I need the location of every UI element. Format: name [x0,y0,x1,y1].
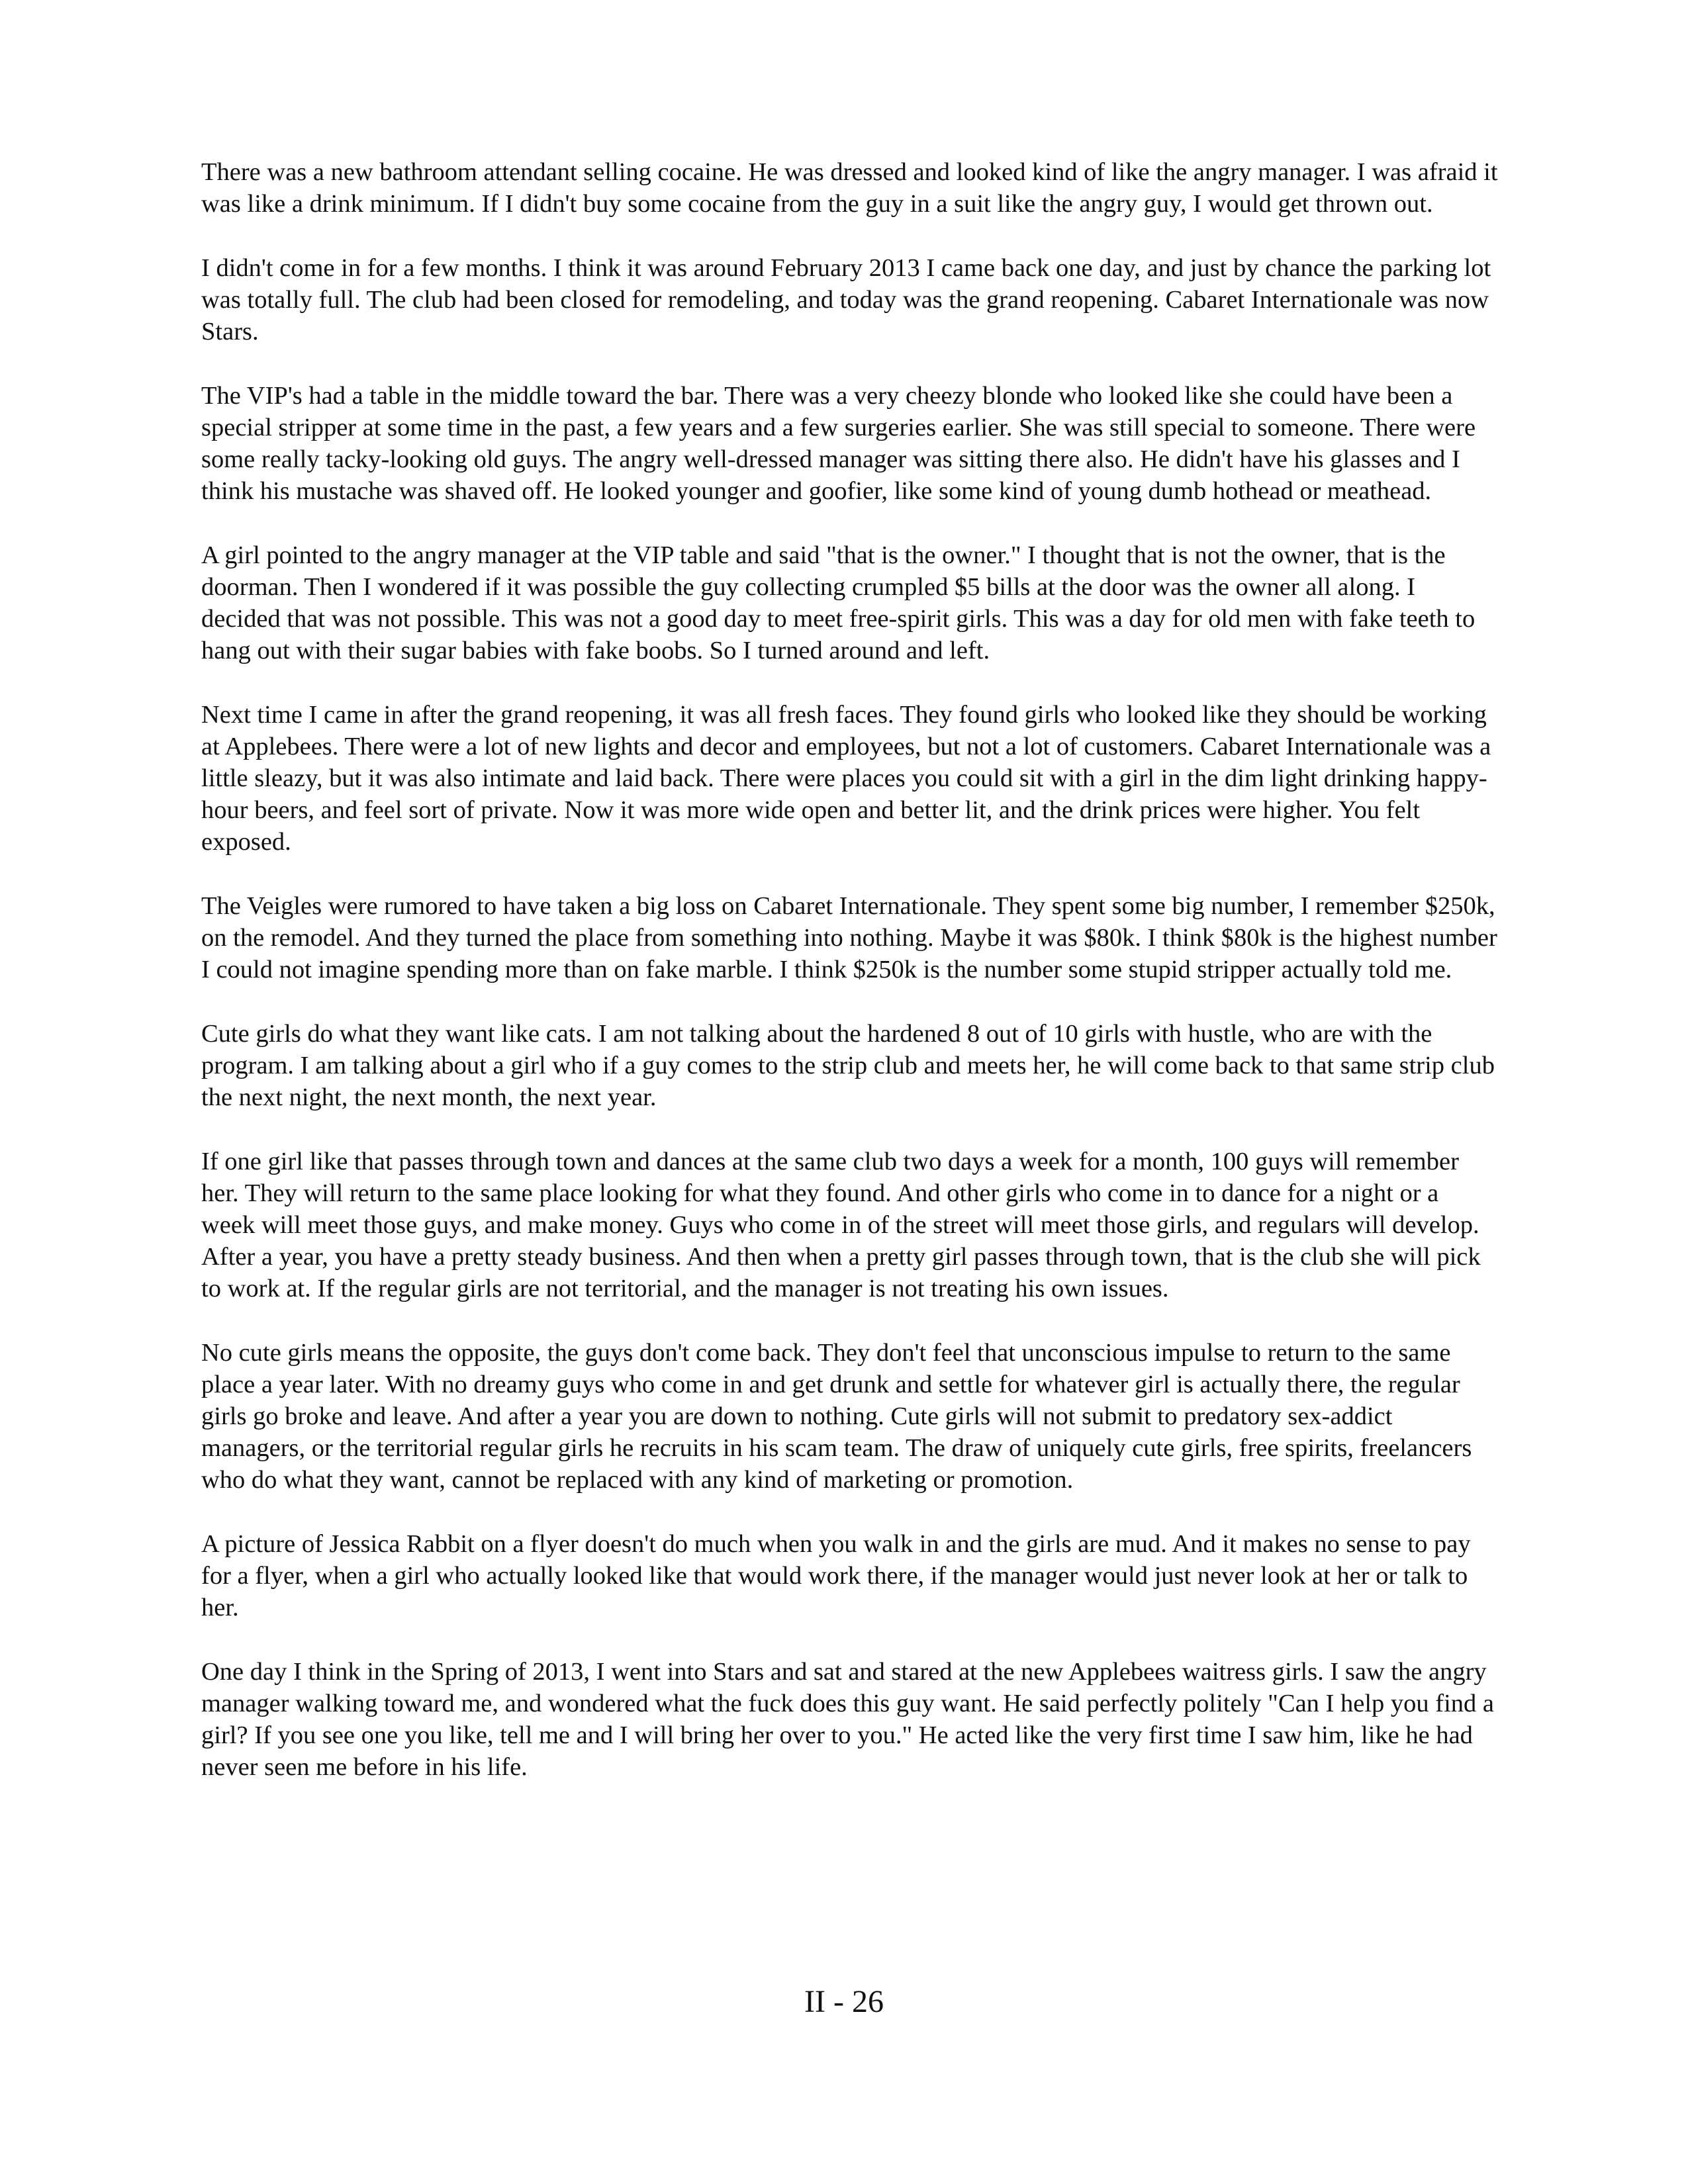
paragraph-7: Cute girls do what they want like cats. I am not talking about the hardened 8 out of 10 girls with hustle, who are with the program. I am talking about a girl who if a guy comes to the strip club and meets her, he will come back to that same strip club the next night, the next month, the next year. [201,1020,1495,1111]
paragraph-6: The Veigles were rumored to have taken a big loss on Cabaret Internationale. They spent some big number, I remember $250k, on the remodel. And they turned the place from something into nothing. Maybe it was $80k. I think $80k is the highest number I could not imagine spending more than on fake marble. I think $250k is the number some stupid stripper actually told me. [201,892,1497,983]
paragraph-3: The VIP's had a table in the middle toward the bar. There was a very cheezy blonde who looked like she could have been a special stripper at some time in the past, a few years and a few surgeries earlier. She was still special to someone. There were some really tacky-looking old guys. The angry well-dressed manager was sitting there also. He didn't have his glasses and I think his mustache was shaved off. He looked younger and goofier, like some kind of young dumb hothead or meathead. [201,382,1476,505]
paragraph-8: If one girl like that passes through town and dances at the same club two days a week for a month, 100 guys will remember her. They will return to the same place looking for what they found. And other girls who come in to dance for a night or a week will meet those guys, and make money. Guys who come in of the street will meet those girls, and regulars will develop. After a year, you have a pretty steady business. And then when a pretty girl passes through town, that is the club she will pick to work at. If the regular girls are not territorial, and the manager is not treating his own issues. [201,1148,1481,1302]
paragraph-10: A picture of Jessica Rabbit on a flyer doesn't do much when you walk in and the girls are mud. And it makes no sense to pay for a flyer, when a girl who actually looked like that would work there, if the manager would just never look at her or talk to her. [201,1530,1471,1621]
paragraph-4: A girl pointed to the angry manager at the VIP table and said "that is the owner." I thought that is not the owner, that is the doorman. Then I wondered if it was possible the guy collecting crumpled $5 bills at the door was the owner all along. I decided that was not possible. This was not a good day to meet free-spirit girls. This was a day for old men with fake teeth to hang out with their sugar babies with fake boobs. So I turned around and left. [201,541,1476,664]
page-number: II - 26 [804,1984,884,2019]
paragraph-11: One day I think in the Spring of 2013, I went into Stars and sat and stared at the new Applebees waitress girls. I saw the angry manager walking toward me, and wondered what the fuck does this guy want. He said perfectly politely "Can I help you find a girl? If you see one you like, tell me and I will bring her over to you." He acted like the very first time I saw him, like he had never seen me before in his life. [201,1658,1494,1781]
paragraph-9: No cute girls means the opposite, the guys don't come back. They don't feel that unconscious impulse to return to the same place a year later. With no dreamy guys who come in and get drunk and settle for whatever girl is actually there, the regular girls go broke and leave. And after a year you are down to nothing. Cute girls will not submit to predatory sex-addict managers, or the territorial regular girls he recruits in his scam team. The draw of uniquely cute girls, free spirits, freelancers who do what they want, cannot be replaced with any kind of marketing or promotion. [201,1339,1472,1494]
paragraph-2: I didn't come in for a few months. I think it was around February 2013 I came back one day, and just by chance the parking lot was totally full. The club had been closed for remodeling, and today was the grand reopening. Cabaret Internationale was now Stars. [201,254,1491,345]
body-text [201,156,1499,1815]
paragraph-1: There was a new bathroom attendant selling cocaine. He was dressed and looked kind of like the angry manager. I was afraid it was like a drink minimum. If I didn't buy some cocaine from the guy in a suit like the angry guy, I would get thrown out. [201,158,1498,218]
paragraph-5: Next time I came in after the grand reopening, it was all fresh faces. They found girls who looked like they should be working at Applebees. There were a lot of new lights and decor and employees, but not a lot of customers. Cabaret Internationale was a little sleazy, but it was also intimate and laid back. There were places you could sit with a girl in the dim light drinking happy-hour beers, and feel sort of private. Now it was more wide open and better lit, and the drink prices were higher. You felt exposed. [201,701,1491,856]
